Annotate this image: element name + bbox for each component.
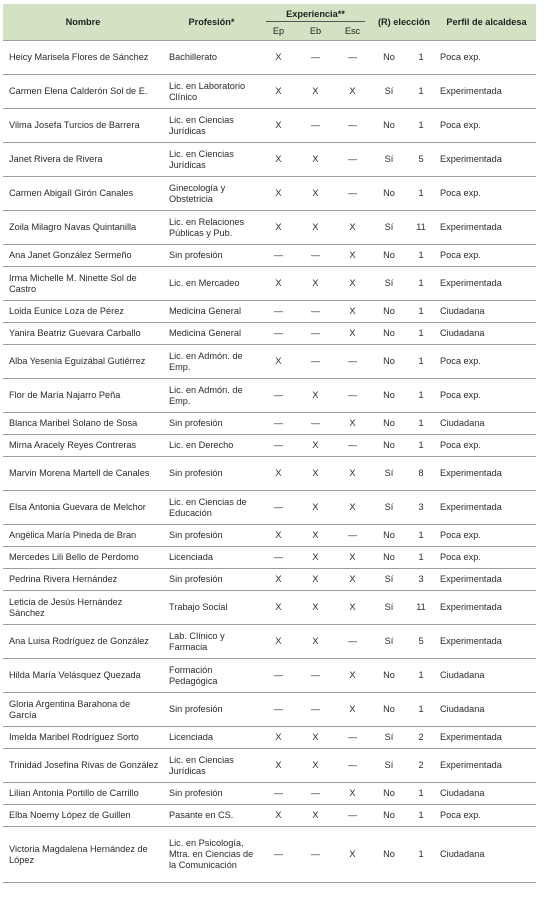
table-row [3, 345, 536, 379]
cell-profesion: Pasante en CS. [163, 805, 260, 827]
cell-esc: X [334, 547, 371, 569]
cell-reeleccion: No [371, 435, 405, 457]
cell-eb: — [297, 783, 334, 805]
cell-ep: X [260, 345, 297, 379]
cell-profesion: Sin profesión [163, 569, 260, 591]
cell-periodos: 1 [405, 659, 437, 693]
cell-profesion: Licenciada [163, 727, 260, 749]
cell-ep: — [260, 435, 297, 457]
cell-periodos: 1 [405, 435, 437, 457]
table-row [3, 109, 536, 143]
table-row [3, 591, 536, 625]
header-reeleccion: (R) elección [371, 4, 437, 41]
cell-nombre: Zoila Milagro Navas Quintanilla [3, 211, 163, 245]
cell-perfil: Experimentada [437, 491, 536, 525]
table-row [3, 783, 536, 805]
cell-periodos: 1 [405, 177, 437, 211]
cell-profesion: Lic. en Ciencias de Educación [163, 491, 260, 525]
cell-eb: X [297, 591, 334, 625]
cell-ep: X [260, 75, 297, 109]
cell-profesion: Sin profesión [163, 245, 260, 267]
cell-periodos: 1 [405, 525, 437, 547]
cell-reeleccion: No [371, 301, 405, 323]
cell-perfil: Experimentada [437, 625, 536, 659]
cell-eb: X [297, 211, 334, 245]
table-row [3, 413, 536, 435]
cell-ep: X [260, 143, 297, 177]
cell-periodos: 5 [405, 143, 437, 177]
cell-nombre: Blanca Maribel Solano de Sosa [3, 413, 163, 435]
cell-eb: — [297, 659, 334, 693]
cell-perfil: Experimentada [437, 211, 536, 245]
cell-ep: X [260, 625, 297, 659]
cell-nombre: Irma Michelle M. Ninette Sol de Castro [3, 267, 163, 301]
cell-ep: — [260, 547, 297, 569]
cell-profesion: Sin profesión [163, 525, 260, 547]
cell-eb: — [297, 301, 334, 323]
cell-profesion: Lic. en Admón. de Emp. [163, 379, 260, 413]
cell-ep: X [260, 569, 297, 591]
cell-nombre: Vilma Josefa Turcios de Barrera [3, 109, 163, 143]
cell-profesion: Lic. en Admón. de Emp. [163, 345, 260, 379]
cell-nombre: Victoria Magdalena Hernández de López [3, 827, 163, 883]
table-row [3, 525, 536, 547]
cell-periodos: 2 [405, 749, 437, 783]
cell-ep: — [260, 379, 297, 413]
cell-profesion: Medicina General [163, 323, 260, 345]
cell-nombre: Mercedes Lili Bello de Perdomo [3, 547, 163, 569]
table-row [3, 267, 536, 301]
cell-esc: — [334, 109, 371, 143]
cell-ep: — [260, 413, 297, 435]
cell-eb: — [297, 109, 334, 143]
cell-esc: — [334, 749, 371, 783]
cell-periodos: 11 [405, 591, 437, 625]
cell-periodos: 1 [405, 693, 437, 727]
header-esc: Esc [334, 22, 371, 41]
cell-esc: X [334, 245, 371, 267]
cell-esc: — [334, 525, 371, 547]
header-experiencia [260, 4, 371, 22]
cell-eb: — [297, 827, 334, 883]
cell-profesion: Lic. en Psicología, Mtra. en Ciencias de la Comunicación [163, 827, 260, 883]
cell-profesion: Lic. en Laboratorio Clínico [163, 75, 260, 109]
header-ep: Ep [260, 22, 297, 41]
cell-profesion: Sin profesión [163, 413, 260, 435]
cell-esc: X [334, 267, 371, 301]
cell-ep: X [260, 727, 297, 749]
cell-reeleccion: No [371, 827, 405, 883]
cell-periodos: 1 [405, 547, 437, 569]
table-row [3, 805, 536, 827]
cell-periodos: 1 [405, 109, 437, 143]
cell-perfil: Ciudadana [437, 413, 536, 435]
cell-esc: — [334, 805, 371, 827]
cell-profesion: Sin profesión [163, 783, 260, 805]
cell-reeleccion: No [371, 41, 405, 75]
cell-ep: X [260, 525, 297, 547]
table-row [3, 323, 536, 345]
cell-reeleccion: Sí [371, 457, 405, 491]
cell-esc: X [334, 211, 371, 245]
cell-ep: X [260, 457, 297, 491]
cell-reeleccion: Sí [371, 727, 405, 749]
cell-ep: — [260, 827, 297, 883]
cell-profesion: Medicina General [163, 301, 260, 323]
cell-esc: X [334, 659, 371, 693]
cell-eb: X [297, 267, 334, 301]
cell-nombre: Ana Janet González Sermeño [3, 245, 163, 267]
cell-ep: — [260, 659, 297, 693]
cell-periodos: 1 [405, 827, 437, 883]
cell-perfil: Poca exp. [437, 547, 536, 569]
cell-eb: X [297, 177, 334, 211]
cell-esc: X [334, 827, 371, 883]
cell-nombre: Imelda Maribel Rodríguez Sorto [3, 727, 163, 749]
cell-profesion: Lic. en Relaciones Públicas y Pub. [163, 211, 260, 245]
cell-esc: X [334, 75, 371, 109]
cell-eb: — [297, 693, 334, 727]
table-row [3, 569, 536, 591]
cell-perfil: Poca exp. [437, 805, 536, 827]
table-row [3, 435, 536, 457]
table-row [3, 693, 536, 727]
cell-periodos: 3 [405, 569, 437, 591]
cell-reeleccion: No [371, 783, 405, 805]
table-row [3, 827, 536, 883]
cell-eb: X [297, 525, 334, 547]
cell-nombre: Angélica María Pineda de Bran [3, 525, 163, 547]
table-row [3, 177, 536, 211]
cell-reeleccion: No [371, 345, 405, 379]
cell-perfil: Poca exp. [437, 435, 536, 457]
cell-eb: — [297, 245, 334, 267]
cell-reeleccion: Sí [371, 625, 405, 659]
cell-nombre: Elba Noemy López de Guillen [3, 805, 163, 827]
cell-reeleccion: No [371, 659, 405, 693]
cell-reeleccion: No [371, 379, 405, 413]
cell-perfil: Experimentada [437, 143, 536, 177]
cell-nombre: Gloria Argentina Barahona de García [3, 693, 163, 727]
cell-perfil: Poca exp. [437, 177, 536, 211]
cell-perfil: Ciudadana [437, 827, 536, 883]
cell-nombre: Elsa Antonia Guevara de Melchor [3, 491, 163, 525]
cell-ep: X [260, 41, 297, 75]
cell-nombre: Alba Yesenia Eguizábal Gutiérrez [3, 345, 163, 379]
header-profesion: Profesión* [163, 4, 260, 41]
cell-eb: X [297, 625, 334, 659]
cell-perfil: Poca exp. [437, 379, 536, 413]
cell-periodos: 8 [405, 457, 437, 491]
cell-ep: X [260, 177, 297, 211]
table-row [3, 301, 536, 323]
cell-nombre: Trinidad Josefina Rivas de González [3, 749, 163, 783]
cell-reeleccion: No [371, 413, 405, 435]
cell-periodos: 1 [405, 805, 437, 827]
cell-periodos: 3 [405, 491, 437, 525]
cell-esc: X [334, 569, 371, 591]
cell-ep: X [260, 211, 297, 245]
cell-esc: — [334, 727, 371, 749]
cell-reeleccion: Sí [371, 569, 405, 591]
cell-eb: X [297, 457, 334, 491]
table-row [3, 379, 536, 413]
cell-eb: X [297, 379, 334, 413]
cell-periodos: 5 [405, 625, 437, 659]
cell-eb: X [297, 805, 334, 827]
table-row [3, 727, 536, 749]
cell-perfil: Experimentada [437, 591, 536, 625]
cell-nombre: Carmen Elena Calderón Sol de E. [3, 75, 163, 109]
cell-perfil: Ciudadana [437, 783, 536, 805]
alcaldesas-table [3, 4, 536, 883]
cell-perfil: Ciudadana [437, 323, 536, 345]
cell-reeleccion: No [371, 693, 405, 727]
cell-ep: — [260, 323, 297, 345]
cell-eb: — [297, 41, 334, 75]
cell-nombre: Janet Rivera de Rivera [3, 143, 163, 177]
cell-esc: X [334, 301, 371, 323]
cell-esc: — [334, 379, 371, 413]
cell-periodos: 11 [405, 211, 437, 245]
cell-nombre: Leticia de Jesús Hernández Sánchez [3, 591, 163, 625]
table-row [3, 457, 536, 491]
cell-periodos: 2 [405, 727, 437, 749]
cell-perfil: Poca exp. [437, 109, 536, 143]
cell-esc: — [334, 625, 371, 659]
cell-reeleccion: Sí [371, 749, 405, 783]
cell-periodos: 1 [405, 267, 437, 301]
cell-profesion: Ginecología y Obstetricia [163, 177, 260, 211]
cell-ep: X [260, 591, 297, 625]
cell-periodos: 1 [405, 75, 437, 109]
cell-eb: X [297, 569, 334, 591]
cell-profesion: Lic. en Ciencias Jurídicas [163, 109, 260, 143]
cell-perfil: Experimentada [437, 749, 536, 783]
cell-ep: — [260, 693, 297, 727]
cell-perfil: Poca exp. [437, 345, 536, 379]
header-experiencia-label: Experiencia** [286, 9, 345, 19]
cell-periodos: 1 [405, 41, 437, 75]
table-row [3, 659, 536, 693]
cell-esc: — [334, 345, 371, 379]
cell-reeleccion: Sí [371, 591, 405, 625]
cell-profesion: Licenciada [163, 547, 260, 569]
cell-ep: — [260, 783, 297, 805]
header-perfil: Perfil de alcaldesa [437, 4, 536, 41]
cell-reeleccion: Sí [371, 143, 405, 177]
cell-esc: — [334, 143, 371, 177]
cell-periodos: 1 [405, 345, 437, 379]
table-row [3, 749, 536, 783]
table-row [3, 143, 536, 177]
cell-nombre: Mirna Aracely Reyes Contreras [3, 435, 163, 457]
cell-nombre: Carmen Abigaíl Girón Canales [3, 177, 163, 211]
cell-profesion: Lic. en Mercadeo [163, 267, 260, 301]
cell-profesion: Sin profesión [163, 457, 260, 491]
cell-periodos: 1 [405, 379, 437, 413]
cell-esc: — [334, 177, 371, 211]
cell-esc: X [334, 591, 371, 625]
cell-esc: X [334, 783, 371, 805]
cell-reeleccion: No [371, 177, 405, 211]
cell-eb: X [297, 491, 334, 525]
cell-ep: — [260, 245, 297, 267]
cell-profesion: Bachillerato [163, 41, 260, 75]
cell-esc: — [334, 41, 371, 75]
cell-nombre: Yanira Beatriz Guevara Carballo [3, 323, 163, 345]
cell-nombre: Hilda María Velásquez Quezada [3, 659, 163, 693]
table-row [3, 491, 536, 525]
cell-profesion: Lic. en Ciencias Jurídicas [163, 749, 260, 783]
cell-reeleccion: Sí [371, 491, 405, 525]
cell-ep: X [260, 109, 297, 143]
table-row [3, 625, 536, 659]
cell-nombre: Lilian Antonia Portillo de Carrillo [3, 783, 163, 805]
cell-ep: X [260, 267, 297, 301]
cell-reeleccion: Sí [371, 211, 405, 245]
cell-eb: X [297, 435, 334, 457]
header-eb: Eb [297, 22, 334, 41]
cell-perfil: Ciudadana [437, 693, 536, 727]
cell-eb: X [297, 143, 334, 177]
cell-nombre: Ana Luisa Rodríguez de González [3, 625, 163, 659]
cell-esc: X [334, 491, 371, 525]
cell-perfil: Poca exp. [437, 525, 536, 547]
cell-perfil: Experimentada [437, 267, 536, 301]
cell-eb: — [297, 323, 334, 345]
cell-perfil: Poca exp. [437, 245, 536, 267]
cell-profesion: Sin profesión [163, 693, 260, 727]
cell-reeleccion: No [371, 547, 405, 569]
table-row [3, 245, 536, 267]
cell-reeleccion: Sí [371, 267, 405, 301]
cell-perfil: Ciudadana [437, 301, 536, 323]
cell-nombre: Loida Eunice Loza de Pérez [3, 301, 163, 323]
cell-eb: — [297, 345, 334, 379]
cell-periodos: 1 [405, 301, 437, 323]
cell-nombre: Flor de María Najarro Peña [3, 379, 163, 413]
cell-nombre: Pedrina Rivera Hernández [3, 569, 163, 591]
cell-eb: X [297, 547, 334, 569]
cell-profesion: Lic. en Derecho [163, 435, 260, 457]
cell-perfil: Experimentada [437, 727, 536, 749]
cell-profesion: Formación Pedagógica [163, 659, 260, 693]
cell-nombre: Heicy Marisela Flores de Sánchez [3, 41, 163, 75]
cell-esc: X [334, 413, 371, 435]
cell-periodos: 1 [405, 245, 437, 267]
cell-profesion: Lab. Clínico y Farmacia [163, 625, 260, 659]
cell-ep: — [260, 491, 297, 525]
table-row [3, 41, 536, 75]
cell-profesion: Lic. en Ciencias Jurídicas [163, 143, 260, 177]
table-row [3, 547, 536, 569]
cell-esc: X [334, 323, 371, 345]
cell-perfil: Experimentada [437, 75, 536, 109]
cell-reeleccion: No [371, 109, 405, 143]
table-body [3, 41, 536, 883]
cell-reeleccion: No [371, 525, 405, 547]
cell-periodos: 1 [405, 413, 437, 435]
cell-perfil: Poca exp. [437, 41, 536, 75]
cell-reeleccion: No [371, 805, 405, 827]
cell-reeleccion: No [371, 245, 405, 267]
cell-esc: — [334, 435, 371, 457]
cell-periodos: 1 [405, 323, 437, 345]
cell-ep: — [260, 301, 297, 323]
cell-nombre: Marvin Morena Martell de Canales [3, 457, 163, 491]
cell-perfil: Experimentada [437, 569, 536, 591]
table-row [3, 75, 536, 109]
cell-eb: — [297, 413, 334, 435]
cell-perfil: Ciudadana [437, 659, 536, 693]
cell-profesion: Trabajo Social [163, 591, 260, 625]
cell-reeleccion: No [371, 323, 405, 345]
cell-reeleccion: Sí [371, 75, 405, 109]
cell-ep: X [260, 749, 297, 783]
cell-esc: X [334, 693, 371, 727]
cell-periodos: 1 [405, 783, 437, 805]
cell-eb: X [297, 749, 334, 783]
cell-ep: X [260, 805, 297, 827]
header-nombre: Nombre [3, 4, 163, 41]
cell-esc: X [334, 457, 371, 491]
table-row [3, 211, 536, 245]
cell-perfil: Experimentada [437, 457, 536, 491]
cell-eb: X [297, 727, 334, 749]
cell-eb: X [297, 75, 334, 109]
